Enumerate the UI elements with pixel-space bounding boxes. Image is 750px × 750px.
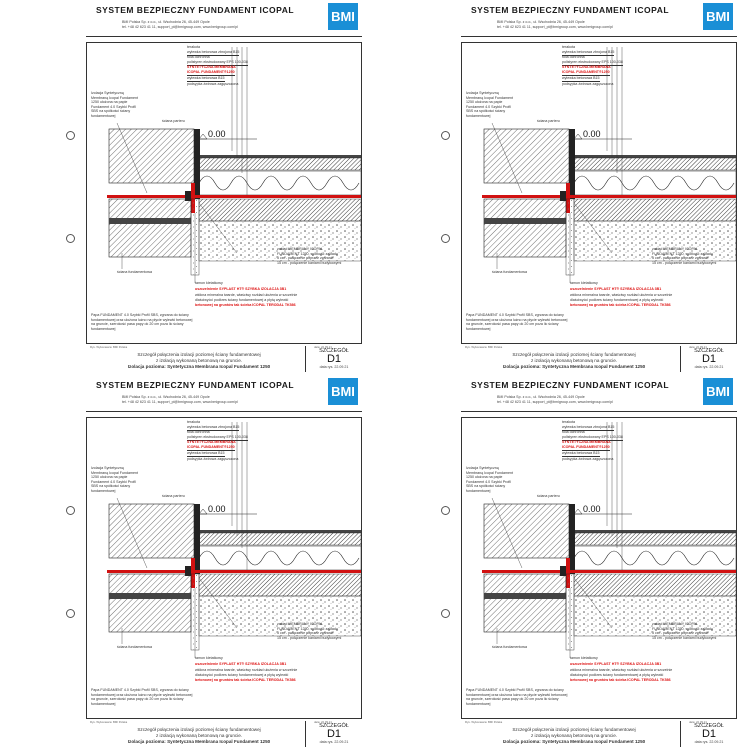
- sheet-title: SYSTEM BEZPIECZNY FUNDAMENT ICOPAL: [96, 380, 295, 390]
- lower-note-dla: dlaściwyćci podkres ściany fundamentowej a płytą wylewki: [570, 673, 664, 677]
- note-wylewka: wylewka betonowa B15: [187, 451, 225, 455]
- note-membrane: SYNTETYCZNA MEMBRANA: [562, 440, 611, 444]
- drawn-by: Rys. Wykonawca: BMI Polska: [465, 345, 503, 349]
- lower-note-tamon: tamon kletatkowy: [195, 281, 223, 285]
- note-polistyren: polistyren ekstrudowany EPS 100-038: [187, 435, 248, 439]
- lower-note-tamon: tamon kletatkowy: [195, 656, 223, 660]
- lower-note-terodal: betonowej na gruntów tak ścieka ICOPAL TERODAL TK586: [195, 678, 296, 682]
- detail-label: SZCZEGÓŁ: [319, 723, 349, 729]
- sheet-footer: [461, 719, 737, 750]
- detail-code: D1: [326, 353, 342, 365]
- sheet-header: [86, 0, 362, 37]
- date-small: data: 22.09.21: [689, 345, 707, 349]
- note-membrane: SYNTETYCZNA MEMBRANA: [562, 65, 611, 69]
- note-podsypka: podsypka żwirowa zagęszczona: [562, 82, 614, 86]
- detail-date: data rys. 22.09.21: [319, 365, 349, 369]
- company-address: BMI Polska Sp. z o.o., ul. Wschodnia 26, 45-449 Opole: [497, 395, 585, 399]
- note-podsypka: podsypka żwirowa zagęszczona: [187, 457, 239, 461]
- wall-label: ściana parteru: [162, 119, 185, 123]
- binder-hole: [66, 131, 75, 140]
- binder-hole: [441, 506, 450, 515]
- drawing-frame: [86, 42, 362, 344]
- right-note: zakład MEMBRANY ICOPAL FUNDAMENT 1250, spółkość zakładu 5 cm - połączenie poprzez zgrzanie 15 cm - połączenie kaniami budykowymi: [652, 247, 717, 265]
- right-note: zakład MEMBRANY ICOPAL FUNDAMENT 1250, spółkość zakładu 5 cm - połączenie poprzez zgrzanie 15 cm - połączenie kaniami budykowymi: [652, 622, 717, 640]
- footer-description: Szczegół połączenia izolacji poziomej ściany fundamentowej z izolacją wykonaną betonową na gruncie. Izolacja pozioma: Syntetyczna Membrana Icopal Fundament 1250: [127, 352, 271, 369]
- date-small: data: 22.09.21: [689, 720, 707, 724]
- note-terakota: terakota: [187, 420, 200, 424]
- note-membrane: SYNTETYCZNA MEMBRANA: [187, 65, 236, 69]
- lower-note-syplast: uszczelnienie SYPLAST HT® SZYBKA IZOLACJA 3B1: [570, 287, 662, 291]
- bmi-logo: BMI: [703, 3, 733, 30]
- right-note: zakład MEMBRANY ICOPAL FUNDAMENT 1250, spółkość zakładu 5 cm - połączenie poprzez zgrzanie 15 cm - połączenie kaniami budykowymi: [277, 622, 342, 640]
- bottom-note: Papa FUNDAMENT 4.0 Szybki Profil SBS, zgrzana do ściany fundamentowej oraz ułożona luźno na płycie wylewki betonowej na gruncie, szerokość pasa papy ok 20 cm poza lic ściany fundamentowej: [91, 688, 193, 706]
- sheet-title: SYSTEM BEZPIECZNY FUNDAMENT ICOPAL: [471, 5, 670, 15]
- sheet-title: SYSTEM BEZPIECZNY FUNDAMENT ICOPAL: [471, 380, 670, 390]
- drawn-by: Rys. Wykonawca: BMI Polska: [90, 345, 128, 349]
- drawing-frame: [461, 42, 737, 344]
- note-membrane-product: ICOPAL FUNDAMENT®1250: [562, 445, 610, 449]
- binder-hole: [66, 609, 75, 618]
- left-note: Izolacja Syntetyczną Membraną Icopal Fundament 1250 ułożona na papie Fundament 4.0 Szybki Profil SBS na spółkości ściany fundamentowej: [466, 91, 513, 118]
- sheet-header: [461, 0, 737, 37]
- lower-note-dla: dlaściwyćci podkres ściany fundamentowej a płytą wylewki: [195, 673, 289, 677]
- lower-note-dla: dlaściwyćci podkres ściany fundamentowej a płytą wylewki: [195, 298, 289, 302]
- lower-note-tamon: tamon kletatkowy: [570, 656, 598, 660]
- binder-hole: [441, 234, 450, 243]
- detail-date: data rys. 22.09.21: [319, 740, 349, 744]
- lower-note-mineral: włókna mineralna twarde, właściwy rozkład ułożenia w szczelnie: [570, 293, 673, 297]
- lower-note-mineral: włókna mineralna twarde, właściwy rozkład ułożenia w szczelnie: [195, 668, 298, 672]
- foundation-label: ściana fundamentowa: [492, 270, 527, 274]
- bottom-note: Papa FUNDAMENT 4.0 Szybki Profil SBS, zgrzana do ściany fundamentowej oraz ułożona luźno na płycie wylewki betonowej na gruncie, szerokość pasa papy ok 20 cm poza lic ściany fundamentowej: [466, 313, 568, 331]
- bmi-logo: BMI: [328, 378, 358, 405]
- detail-sheet: [86, 0, 362, 375]
- foundation-label: ściana fundamentowa: [117, 270, 152, 274]
- company-contact: tel. +48 42 623 41 11, support_pl@bmigroup.com, www.bmigroup.com/pl: [122, 25, 238, 29]
- note-folia: folia ochronna: [187, 55, 210, 59]
- detail-label: SZCZEGÓŁ: [694, 348, 724, 354]
- sheet-quadrant-bottom-right: [375, 375, 750, 750]
- footer-description: Szczegół połączenia izolacji poziomej ściany fundamentowej z izolacją wykonaną betonową na gruncie. Izolacja pozioma: Syntetyczna Membrana Icopal Fundament 1250: [502, 352, 646, 369]
- wall-label: ściana parteru: [537, 494, 560, 498]
- sheet-footer: [86, 719, 362, 750]
- sheet-header: [86, 375, 362, 412]
- company-contact: tel. +48 42 623 41 11, support_pl@bmigroup.com, www.bmigroup.com/pl: [122, 400, 238, 404]
- detail-code: D1: [701, 353, 717, 365]
- note-podsypka: podsypka żwirowa zagęszczona: [562, 457, 614, 461]
- detail-sheet: [461, 0, 737, 375]
- lower-note-terodal: betonowej na gruntów tak ścieka ICOPAL TERODAL TK586: [570, 678, 671, 682]
- note-membrane: SYNTETYCZNA MEMBRANA: [187, 440, 236, 444]
- sheet-footer: [461, 344, 737, 375]
- note-folia: folia ochronna: [187, 430, 210, 434]
- detail-box: [680, 721, 737, 747]
- lower-note-syplast: uszczelnienie SYPLAST HT® SZYBKA IZOLACJA 3B1: [195, 287, 287, 291]
- note-folia: folia ochronna: [562, 430, 585, 434]
- sheet-title: SYSTEM BEZPIECZNY FUNDAMENT ICOPAL: [96, 5, 295, 15]
- lower-note-terodal: betonowej na gruntów tak ścieka ICOPAL TERODAL TK586: [570, 303, 671, 307]
- note-wylewka-zbrojona: wylewka betonowa zbrojona B15: [187, 425, 240, 429]
- level-mark: 0.00: [208, 129, 226, 139]
- company-info: [497, 20, 613, 30]
- note-wylewka: wylewka betonowa B15: [562, 76, 600, 80]
- level-mark: 0.00: [583, 129, 601, 139]
- detail-date: data rys. 22.09.21: [694, 740, 724, 744]
- note-wylewka-zbrojona: wylewka betonowa zbrojona B15: [562, 50, 615, 54]
- sheet-footer: [86, 344, 362, 375]
- sheet-quadrant-top-right: [375, 0, 750, 375]
- note-polistyren: polistyren ekstrudowany EPS 100-038: [187, 60, 248, 64]
- binder-hole: [441, 609, 450, 618]
- note-wylewka: wylewka betonowa B15: [187, 76, 225, 80]
- left-note: Izolacja Syntetyczną Membraną Icopal Fundament 1250 ułożona na papie Fundament 4.0 Szybki Profil SBS na spółkości ściany fundamentowej: [466, 466, 513, 493]
- company-address: BMI Polska Sp. z o.o., ul. Wschodnia 26, 45-449 Opole: [497, 20, 585, 24]
- lower-note-syplast: uszczelnienie SYPLAST HT® SZYBKA IZOLACJA 3B1: [570, 662, 662, 666]
- note-folia: folia ochronna: [562, 55, 585, 59]
- note-terakota: terakota: [562, 420, 575, 424]
- company-address: BMI Polska Sp. z o.o., ul. Wschodnia 26, 45-449 Opole: [122, 20, 210, 24]
- detail-sheet: [86, 375, 362, 750]
- drawn-by: Rys. Wykonawca: BMI Polska: [465, 720, 503, 724]
- company-info: [122, 395, 238, 405]
- right-note: zakład MEMBRANY ICOPAL FUNDAMENT 1250, spółkość zakładu 5 cm - połączenie poprzez zgrzanie 15 cm - połączenie kaniami budykowymi: [277, 247, 342, 265]
- note-polistyren: polistyren ekstrudowany EPS 100-038: [562, 435, 623, 439]
- detail-sheet: [461, 375, 737, 750]
- note-membrane-product: ICOPAL FUNDAMENT®1250: [187, 445, 235, 449]
- binder-hole: [66, 234, 75, 243]
- bmi-logo: BMI: [328, 3, 358, 30]
- company-info: [122, 20, 238, 30]
- foundation-label: ściana fundamentowa: [492, 645, 527, 649]
- left-note: Izolacja Syntetyczną Membraną Icopal Fundament 1250 ułożona na papie Fundament 4.0 Szybki Profil SBS na spółkości ściany fundamentowej: [91, 91, 138, 118]
- note-membrane-product: ICOPAL FUNDAMENT®1250: [187, 70, 235, 74]
- note-terakota: terakota: [562, 45, 575, 49]
- note-wylewka-zbrojona: wylewka betonowa zbrojona B15: [562, 425, 615, 429]
- detail-box: [305, 346, 362, 372]
- drawing-frame: [86, 417, 362, 719]
- date-small: data: 22.09.21: [314, 720, 332, 724]
- date-small: data: 22.09.21: [314, 345, 332, 349]
- footer-description: Szczegół połączenia izolacji poziomej ściany fundamentowej z izolacją wykonaną betonową na gruncie. Izolacja pozioma: Syntetyczna Membrana Icopal Fundament 1250: [127, 727, 271, 744]
- note-polistyren: polistyren ekstrudowany EPS 100-038: [562, 60, 623, 64]
- level-mark: 0.00: [583, 504, 601, 514]
- company-info: [497, 395, 613, 405]
- wall-label: ściana parteru: [537, 119, 560, 123]
- detail-date: data rys. 22.09.21: [694, 365, 724, 369]
- bottom-note: Papa FUNDAMENT 4.0 Szybki Profil SBS, zgrzana do ściany fundamentowej oraz ułożona luźno na płycie wylewki betonowej na gruncie, szerokość pasa papy ok 20 cm poza lic ściany fundamentowej: [466, 688, 568, 706]
- drawn-by: Rys. Wykonawca: BMI Polska: [90, 720, 128, 724]
- lower-note-syplast: uszczelnienie SYPLAST HT® SZYBKA IZOLACJA 3B1: [195, 662, 287, 666]
- lower-note-mineral: włókna mineralna twarde, właściwy rozkład ułożenia w szczelnie: [195, 293, 298, 297]
- bottom-note: Papa FUNDAMENT 4.0 Szybki Profil SBS, zgrzana do ściany fundamentowej oraz ułożona luźno na płycie wylewki betonowej na gruncie, szerokość pasa papy ok 20 cm poza lic ściany fundamentowej: [91, 313, 193, 331]
- sheet-header: [461, 375, 737, 412]
- footer-description: Szczegół połączenia izolacji poziomej ściany fundamentowej z izolacją wykonaną betonową na gruncie. Izolacja pozioma: Syntetyczna Membrana Icopal Fundament 1250: [502, 727, 646, 744]
- lower-note-mineral: włókna mineralna twarde, właściwy rozkład ułożenia w szczelnie: [570, 668, 673, 672]
- note-podsypka: podsypka żwirowa zagęszczona: [187, 82, 239, 86]
- note-wylewka-zbrojona: wylewka betonowa zbrojona B15: [187, 50, 240, 54]
- left-note: Izolacja Syntetyczną Membraną Icopal Fundament 1250 ułożona na papie Fundament 4.0 Szybki Profil SBS na spółkości ściany fundamentowej: [91, 466, 138, 493]
- sheet-quadrant-top-left: [0, 0, 375, 375]
- detail-code: D1: [701, 728, 717, 740]
- lower-note-tamon: tamon kletatkowy: [570, 281, 598, 285]
- detail-box: [680, 346, 737, 372]
- detail-label: SZCZEGÓŁ: [694, 723, 724, 729]
- sheet-quadrant-bottom-left: [0, 375, 375, 750]
- note-membrane-product: ICOPAL FUNDAMENT®1250: [562, 70, 610, 74]
- binder-hole: [66, 506, 75, 515]
- detail-label: SZCZEGÓŁ: [319, 348, 349, 354]
- foundation-label: ściana fundamentowa: [117, 645, 152, 649]
- bmi-logo: BMI: [703, 378, 733, 405]
- lower-note-dla: dlaściwyćci podkres ściany fundamentowej a płytą wylewki: [570, 298, 664, 302]
- level-mark: 0.00: [208, 504, 226, 514]
- note-terakota: terakota: [187, 45, 200, 49]
- detail-code: D1: [326, 728, 342, 740]
- note-wylewka: wylewka betonowa B15: [562, 451, 600, 455]
- company-contact: tel. +48 42 623 41 11, support_pl@bmigroup.com, www.bmigroup.com/pl: [497, 25, 613, 29]
- company-address: BMI Polska Sp. z o.o., ul. Wschodnia 26, 45-449 Opole: [122, 395, 210, 399]
- lower-note-terodal: betonowej na gruntów tak ścieka ICOPAL TERODAL TK586: [195, 303, 296, 307]
- drawing-frame: [461, 417, 737, 719]
- company-contact: tel. +48 42 623 41 11, support_pl@bmigroup.com, www.bmigroup.com/pl: [497, 400, 613, 404]
- binder-hole: [441, 131, 450, 140]
- wall-label: ściana parteru: [162, 494, 185, 498]
- detail-box: [305, 721, 362, 747]
